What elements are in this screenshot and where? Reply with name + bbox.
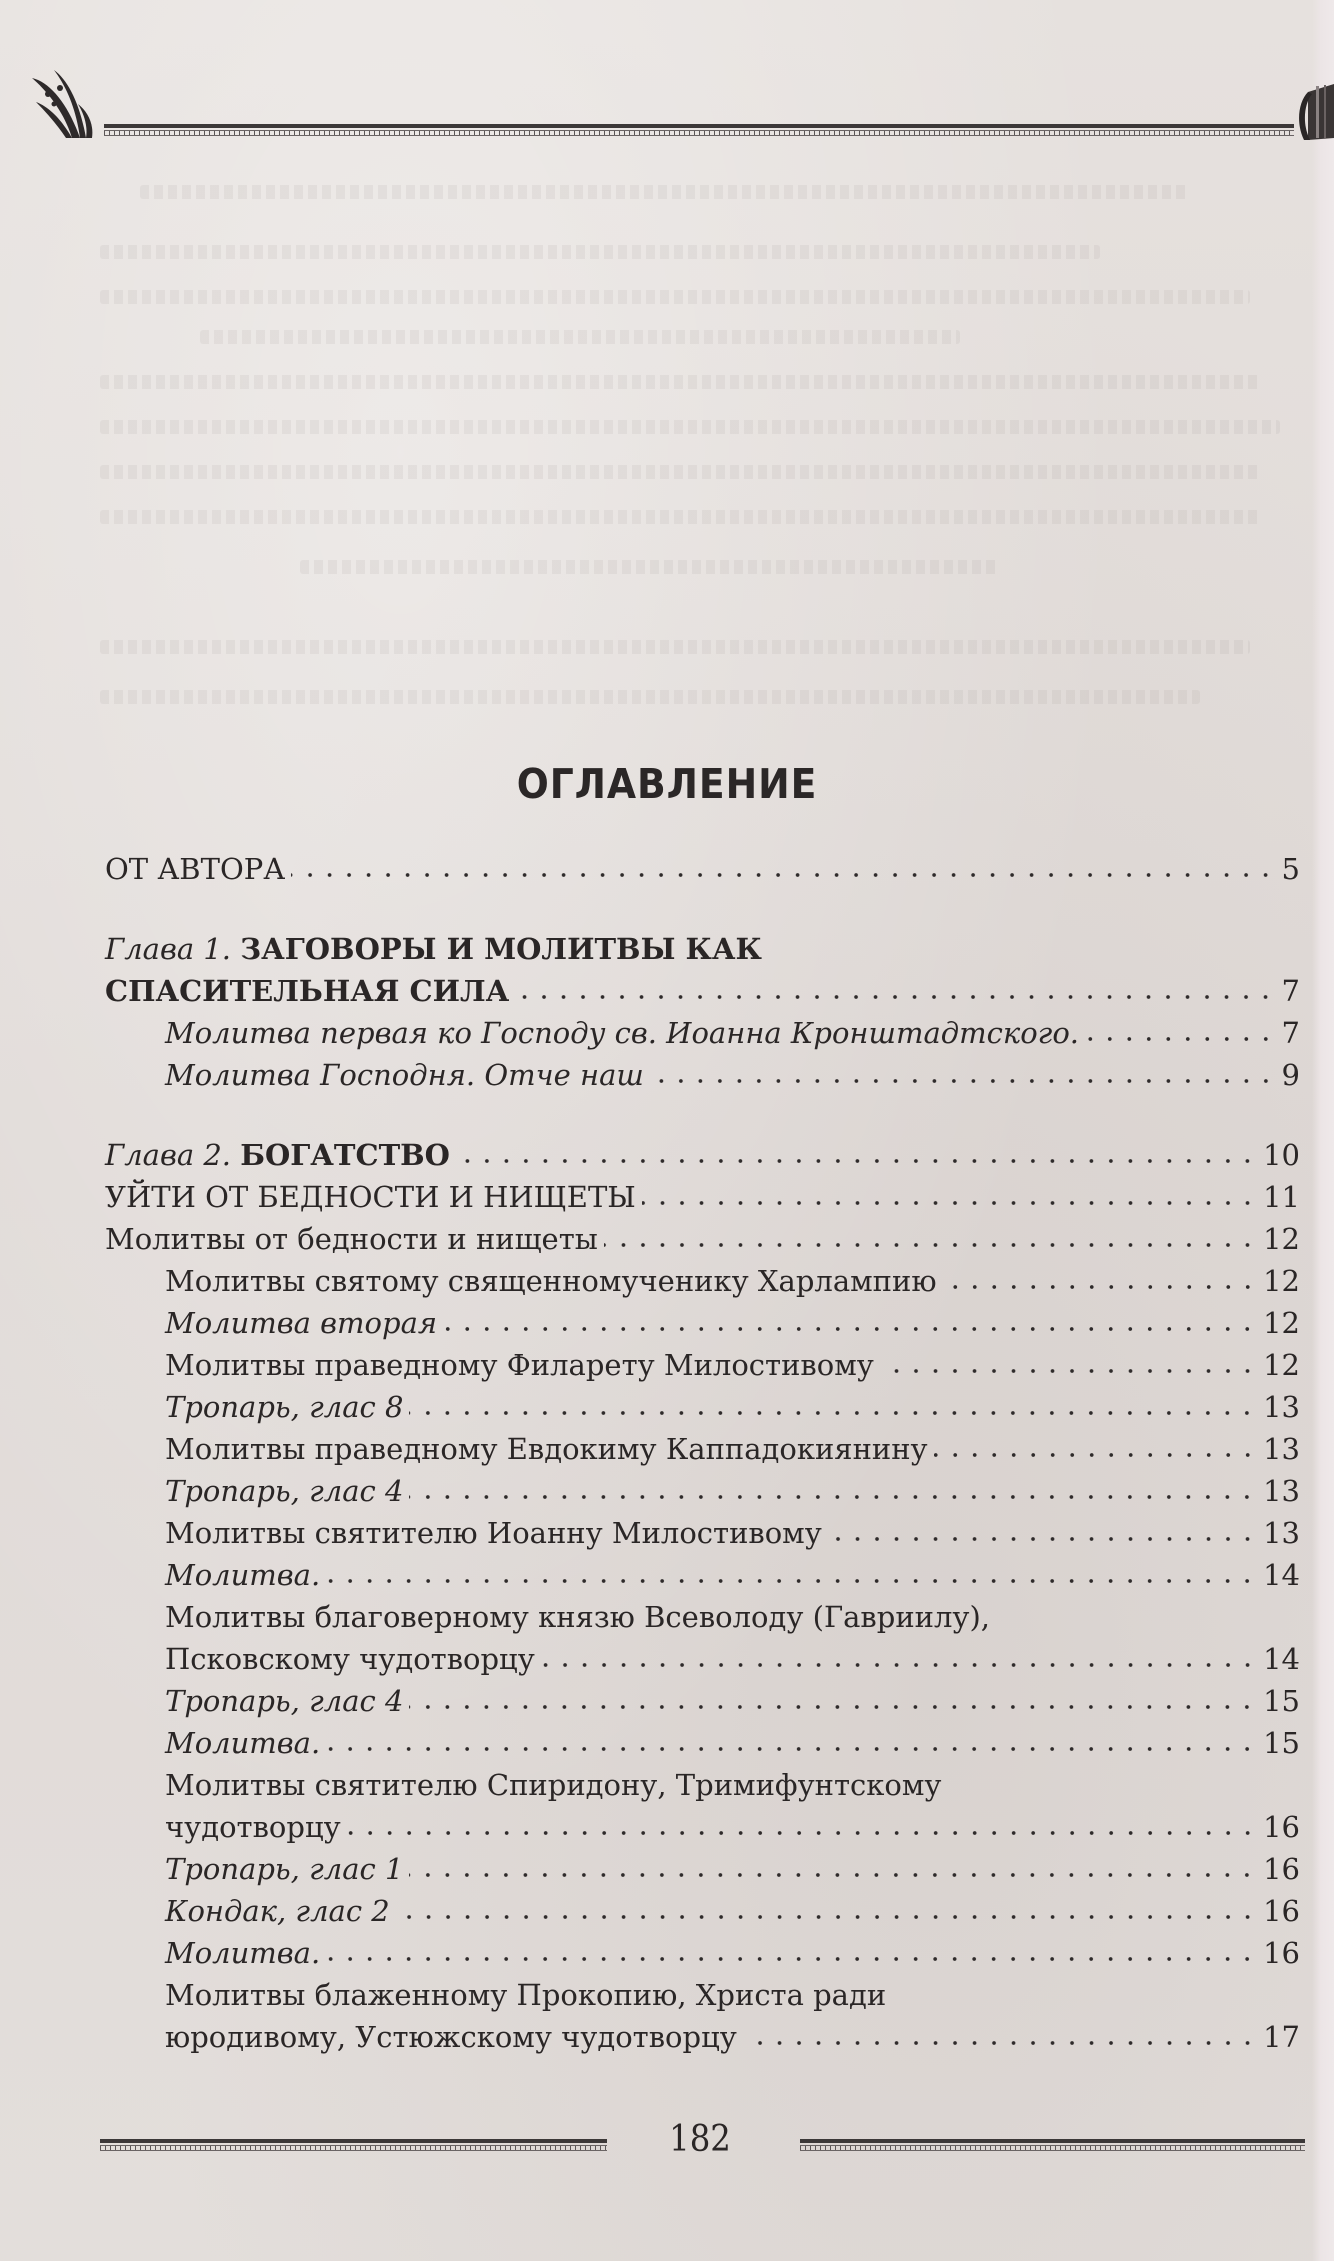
leaf-ornament-icon <box>28 68 100 140</box>
chapter-title-line1: ЗАГОВОРЫ И МОЛИТВЫ КАК <box>240 932 762 966</box>
show-through-texture <box>140 185 1190 199</box>
show-through-texture <box>100 510 1260 524</box>
running-header <box>0 40 1334 150</box>
toc-entry-label: Кондак, глас 2 <box>165 1894 390 1928</box>
show-through-texture <box>100 465 1260 479</box>
toc-entry-label: СПАСИТЕЛЬНАЯ СИЛА <box>105 974 510 1008</box>
chapter-prefix: Глава 2. <box>105 1138 241 1172</box>
toc-entry[interactable] <box>105 1260 1300 1302</box>
toc-entry-page: 16 <box>1263 1894 1300 1928</box>
toc-entry-label: Молитвы праведному Филарету Милостивому <box>165 1348 874 1382</box>
dot-leader <box>743 2041 1257 2045</box>
toc-entry-page: 11 <box>1263 1180 1300 1214</box>
toc-entry-label: Молитвы святому священномученику Харлампию <box>165 1264 937 1298</box>
toc-entry-label: Молитва Господня. Отче наш <box>165 1058 644 1092</box>
toc-entry-page: 13 <box>1263 1516 1300 1550</box>
show-through-texture <box>300 560 1000 574</box>
toc-entry-page: 13 <box>1263 1390 1300 1424</box>
toc-entry[interactable] <box>105 1680 1300 1722</box>
toc-entry[interactable] <box>105 1890 1300 1932</box>
toc-entry-label: БОГАТСТВО <box>240 1138 450 1172</box>
toc-entry-label: Псковскому чудотворцу <box>165 1642 535 1676</box>
dot-leader <box>515 995 1275 999</box>
toc-entry[interactable] <box>105 970 1300 1012</box>
toc-entry-page: 17 <box>1263 2020 1300 2054</box>
toc-entry[interactable] <box>105 1722 1300 1764</box>
toc-entry-label: Молитва. <box>165 1726 321 1760</box>
toc-entry-page: 13 <box>1263 1474 1300 1508</box>
toc-entry[interactable] <box>105 1848 1300 1890</box>
dot-leader <box>650 1079 1276 1083</box>
toc-entry-page: 7 <box>1281 974 1300 1008</box>
show-through-texture <box>100 640 1250 654</box>
toc-entry-label: УЙТИ ОТ БЕДНОСТИ И НИЩЕТЫ <box>105 1180 636 1214</box>
dot-leader <box>443 1327 1257 1331</box>
toc-entry[interactable] <box>105 1344 1300 1386</box>
show-through-texture <box>100 375 1260 389</box>
toc-entry-line1[interactable] <box>105 928 1300 970</box>
dot-leader <box>291 873 1275 877</box>
dot-leader <box>409 1705 1257 1709</box>
toc-entry-line1[interactable]: Молитвы благоверному князю Всеволоду (Гавриилу), <box>165 1600 990 1634</box>
dot-leader <box>541 1663 1257 1667</box>
toc-entry-label: Молитвы праведному Евдокиму Каппадокиянину <box>165 1432 928 1466</box>
chapter-prefix: Глава 1. <box>105 932 241 966</box>
toc-entry-page: 13 <box>1263 1432 1300 1466</box>
toc-entry-label: Молитва вторая <box>165 1306 438 1340</box>
dot-leader <box>326 1957 1257 1961</box>
toc-entry-page: 12 <box>1263 1348 1300 1382</box>
footer-rule-left <box>100 2139 607 2151</box>
toc-entry-page: 15 <box>1263 1684 1300 1718</box>
toc-entry-label: Тропарь, глас 1 <box>165 1852 404 1886</box>
toc-entry-page: 16 <box>1263 1936 1300 1970</box>
toc-entry[interactable] <box>105 1386 1300 1428</box>
show-through-texture <box>100 290 1250 304</box>
toc-entry-label: ОТ АВТОРА <box>105 852 286 886</box>
toc-entry-page: 14 <box>1263 1558 1300 1592</box>
toc-entry[interactable] <box>105 1218 1300 1260</box>
show-through-texture <box>100 690 1200 704</box>
table-of-contents <box>105 848 1300 2058</box>
footer-rule-right <box>800 2139 1305 2151</box>
toc-entry-label: юродивому, Устюжскому чудотворцу <box>165 2020 737 2054</box>
dot-leader <box>934 1453 1257 1457</box>
page-footer <box>0 2115 1334 2165</box>
toc-entry[interactable] <box>105 1638 1300 1680</box>
toc-entry[interactable] <box>105 1302 1300 1344</box>
toc-entry-page: 7 <box>1281 1016 1300 1050</box>
toc-entry-page: 5 <box>1281 852 1300 886</box>
toc-entry-label: Тропарь, глас 4 <box>165 1684 404 1718</box>
show-through-texture <box>100 245 1100 259</box>
toc-entry[interactable] <box>105 2016 1300 2058</box>
toc-entry-label: Тропарь, глас 4 <box>165 1474 404 1508</box>
show-through-texture <box>200 330 960 344</box>
header-rule <box>104 124 1294 136</box>
toc-entry[interactable] <box>105 1012 1300 1054</box>
toc-entry-label: Тропарь, глас 8 <box>165 1390 404 1424</box>
dot-leader <box>943 1285 1258 1289</box>
toc-entry[interactable] <box>105 1554 1300 1596</box>
dot-leader <box>409 1411 1257 1415</box>
toc-entry-page: 16 <box>1263 1852 1300 1886</box>
toc-entry-line1[interactable]: Молитвы святителю Спиридону, Тримифунтскому <box>165 1768 942 1802</box>
page-title: ОГЛАВЛЕНИЕ <box>516 760 818 808</box>
toc-entry-label: чудотворцу <box>165 1810 341 1844</box>
toc-entry-line1[interactable]: Молитвы блаженному Прокопию, Христа ради <box>165 1978 887 2012</box>
toc-entry[interactable] <box>105 1512 1300 1554</box>
toc-entry-label: Молитва. <box>165 1936 321 1970</box>
dot-leader <box>1085 1037 1276 1041</box>
toc-entry[interactable] <box>105 1054 1300 1096</box>
toc-entry[interactable] <box>105 1470 1300 1512</box>
toc-entry[interactable] <box>105 848 1300 890</box>
toc-entry-label: Молитва. <box>165 1558 321 1592</box>
toc-entry-label: Молитвы от бедности и нищеты <box>105 1222 598 1256</box>
book-ornament-icon <box>1294 80 1334 142</box>
toc-entry-label: Молитва первая ко Господу св. Иоанна Кронштадтского. <box>165 1016 1079 1050</box>
toc-entry-page: 9 <box>1281 1058 1300 1092</box>
toc-entry-page: 12 <box>1263 1222 1300 1256</box>
toc-entry-page: 15 <box>1263 1726 1300 1760</box>
dot-leader <box>828 1537 1257 1541</box>
dot-leader <box>456 1159 1257 1163</box>
dot-leader <box>326 1579 1257 1583</box>
dot-leader <box>396 1915 1257 1919</box>
toc-entry[interactable] <box>105 1134 1300 1176</box>
toc-entry-page: 14 <box>1263 1642 1300 1676</box>
toc-entry-page: 16 <box>1263 1810 1300 1844</box>
toc-entry[interactable] <box>105 1806 1300 1848</box>
toc-entry-page: 12 <box>1263 1264 1300 1298</box>
page-edge <box>1312 0 1334 2261</box>
dot-leader <box>409 1495 1257 1499</box>
toc-entry-label: Молитвы святителю Иоанну Милостивому <box>165 1516 822 1550</box>
toc-entry-page: 12 <box>1263 1306 1300 1340</box>
dot-leader <box>880 1369 1257 1373</box>
dot-leader <box>642 1201 1257 1205</box>
dot-leader <box>347 1831 1257 1835</box>
dot-leader <box>409 1873 1257 1877</box>
page-number: 182 <box>669 2119 731 2160</box>
show-through-texture <box>100 420 1280 434</box>
toc-entry[interactable] <box>105 1176 1300 1218</box>
toc-entry[interactable] <box>105 1428 1300 1470</box>
toc-entry-page: 10 <box>1263 1138 1300 1172</box>
dot-leader <box>604 1243 1257 1247</box>
dot-leader <box>326 1747 1257 1751</box>
toc-entry[interactable] <box>105 1932 1300 1974</box>
